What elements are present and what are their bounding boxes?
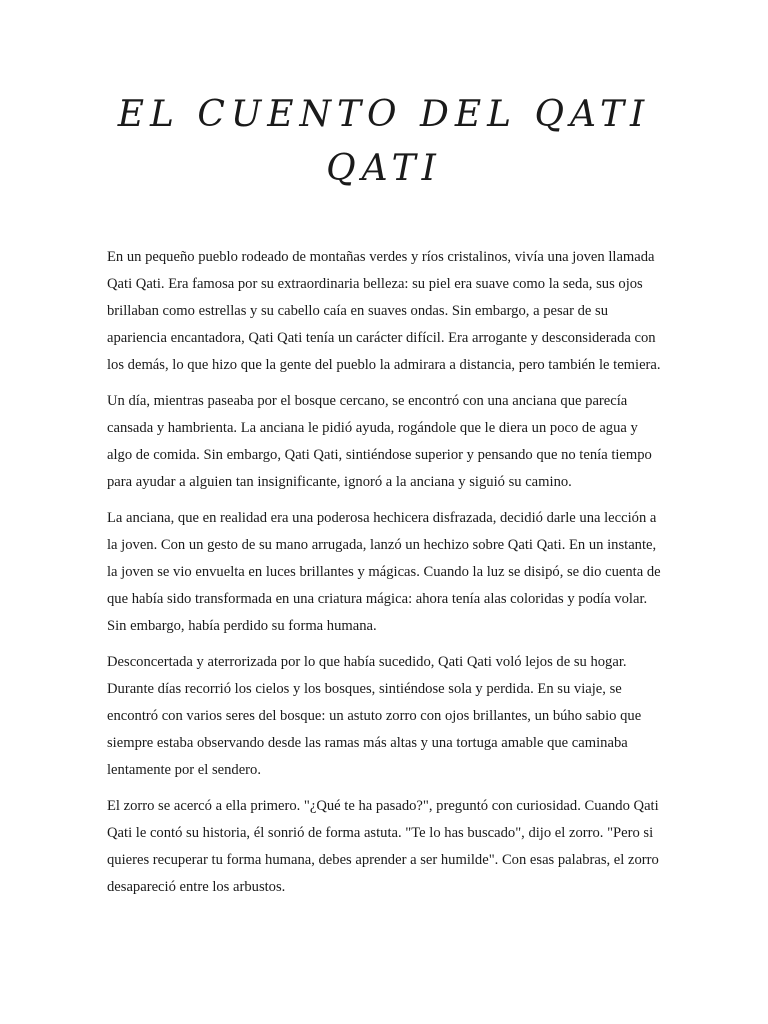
paragraph-2: Un día, mientras paseaba por el bosque cercano, se encontró con una anciana que parecía cansada y hambrienta. La anciana le pidió ayuda, rogándole que le diera un poco de agua y algo de comida. Sin embargo, Qati Qati, sintiéndose superior y pensando que no tenía tiempo para ayudar a alguien tan insignificante, ignoró a la anciana y siguió su camino. <box>107 393 652 490</box>
paragraph-4: Desconcertada y aterrorizada por lo que había sucedido, Qati Qati voló lejos de su hogar. Durante días recorrió los cielos y los bosques, sintiéndose sola y perdida. En su viaje, se encontró con varios seres del bosque: un astuto zorro con ojos brillantes, un búho sabio que siempre estaba observando desde las ramas más altas y una tortuga amable que caminaba lentamente por el sendero. <box>107 654 642 778</box>
document-title <box>100 88 668 196</box>
title-line-2: QATI <box>326 148 442 189</box>
story-body <box>107 244 663 910</box>
paragraph-5: El zorro se acercó a ella primero. "¿Qué te ha pasado?", preguntó con curiosidad. Cuando Qati Qati le contó su historia, él sonrió de forma astuta. "Te lo has buscado", dijo el zorro. "Pero si quieres recuperar tu forma humana, debes aprender a ser humilde". Con esas palabras, el zorro desapareció entre los arbustos. <box>107 798 659 895</box>
paragraph-1: En un pequeño pueblo rodeado de montañas verdes y ríos cristalinos, vivía una joven llamada Qati Qati. Era famosa por su extraordinaria belleza: su piel era suave como la seda, sus ojos brillaban como estrellas y su cabello caía en suaves ondas. Sin embargo, a pesar de su apariencia encantadora, Qati Qati tenía un carácter difícil. Era arrogante y desconsiderada con los demás, lo que hizo que la gente del pueblo la admirara a distancia, pero también le temiera. <box>107 249 661 373</box>
paragraph-3: La anciana, que en realidad era una poderosa hechicera disfrazada, decidió darle una lección a la joven. Con un gesto de su mano arrugada, lanzó un hechizo sobre Qati Qati. En un instante, la joven se vio envuelta en luces brillantes y mágicas. Cuando la luz se disipó, se dio cuenta de que había sido transformada en una criatura mágica: ahora tenía alas coloridas y podía volar. Sin embargo, había perdido su forma humana. <box>107 510 661 634</box>
title-line-1: EL CUENTO DEL QATI <box>117 94 651 135</box>
